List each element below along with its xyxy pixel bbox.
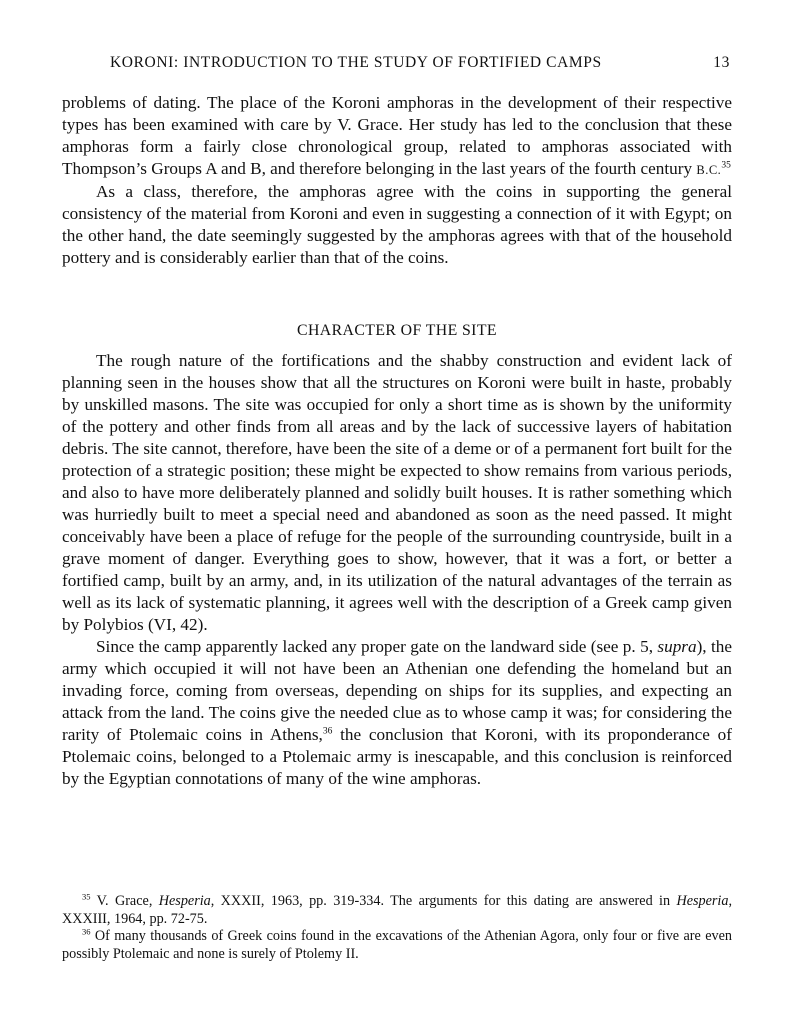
footnotes xyxy=(62,893,732,963)
footnote-35-journal-1: Hesperia xyxy=(158,893,211,909)
paragraph-dating xyxy=(62,92,732,181)
footnote-ref-35[interactable]: 35 xyxy=(721,160,731,171)
footnote-35-journal-2: Hesperia xyxy=(676,893,729,909)
paragraph-camp-part1: Since the camp apparently lacked any proper gate on the landward side (see p. 5, xyxy=(96,637,653,656)
footnote-36 xyxy=(62,928,732,963)
footnote-35-author: V. Grace, xyxy=(96,893,153,909)
footnote-mark-36: 36 xyxy=(82,926,91,937)
footnote-35-cite-2: , XXXIII, 1964, pp. 72-75. xyxy=(62,893,733,927)
paragraph-camp xyxy=(62,636,732,790)
paragraph-class: As a class, therefore, the amphoras agree with the coins in supporting the general consistency of the material from Koroni and even in suggesting a connection of it with Egypt; on the other hand, the date seemingly suggested by the amphoras agrees with that of the household pottery and is considerably earlier than that of the coins. xyxy=(62,182,732,267)
era-abbreviation: B.C. xyxy=(696,163,722,177)
paragraph-dating-text: problems of dating. The place of the Koroni amphoras in the development of their respective types has been examined with care by V. Grace. Her study has led to the conclusion that these amphoras form a fairly close chronological group, related to amphoras associated with Thompson’s Groups A and B, and therefore belonging in the last years of the fourth century xyxy=(62,93,732,178)
body-text-lower xyxy=(62,350,732,790)
footnote-35-cite-1: , XXXII, 1963, pp. 319-334. The arguments for this dating are answered in xyxy=(210,893,671,909)
running-title: KORONI: INTRODUCTION TO THE STUDY OF FORTIFIED CAMPS xyxy=(110,54,602,71)
section-heading: CHARACTER OF THE SITE xyxy=(297,322,497,339)
body-text-upper xyxy=(62,92,732,269)
page-number: 13 xyxy=(713,54,730,71)
paragraph-camp-part2: ), the army which occupied it will not have been an Athenian one defending the homeland but an invading force, coming from overseas, depending on ships for its supplies, and expecting an attack from the land. The coins give the needed clue as to whose camp it was; for considering the rarity of Ptolemaic coins in Athens, xyxy=(62,637,732,744)
footnote-36-text: Of many thousands of Greek coins found in the excavations of the Athenian Agora, only four or five are even possibly Ptolemaic and none is surely of Ptolemy II. xyxy=(62,928,733,962)
footnote-mark-35: 35 xyxy=(82,891,91,902)
footnote-ref-36[interactable]: 36 xyxy=(322,726,333,737)
paragraph-camp-part3: the conclusion that Koroni, with its proponderance of Ptolemaic coins, belonged to a Ptolemaic army is inescapable, and this conclusion is reinforced by the Egyptian connotations of many of the wine amphoras. xyxy=(62,725,732,788)
supra-italic: supra xyxy=(657,637,697,656)
footnote-35 xyxy=(62,893,732,928)
paragraph-nature: The rough nature of the fortifications and the shabby construction and evident lack of planning seen in the houses show that all the structures on Koroni were built in haste, probably by unskilled masons. The site was occupied for only a short time as is shown by the uniformity of the pottery and other finds from all areas and by the lack of successive layers of habitation debris. The site cannot, therefore, have been the site of a deme or of a permanent fort built for the protection of a strategic position; these might be expected to show remains from various periods, and also to have more deliberately planned and solidly built houses. It is rather something which was hurriedly built to meet a special need and abandoned as soon as the need passed. It might conceivably have been a place of refuge for the people of the surrounding countryside, built in a grave moment of danger. Everything goes to show, however, that it was a fort, or better a fortified camp, built by an army, and, in its utilization of the natural advantages of the terrain as well as its lack of systematic planning, it agrees well with the description of a Greek camp given by Polybios (VI, 42). xyxy=(62,351,732,634)
